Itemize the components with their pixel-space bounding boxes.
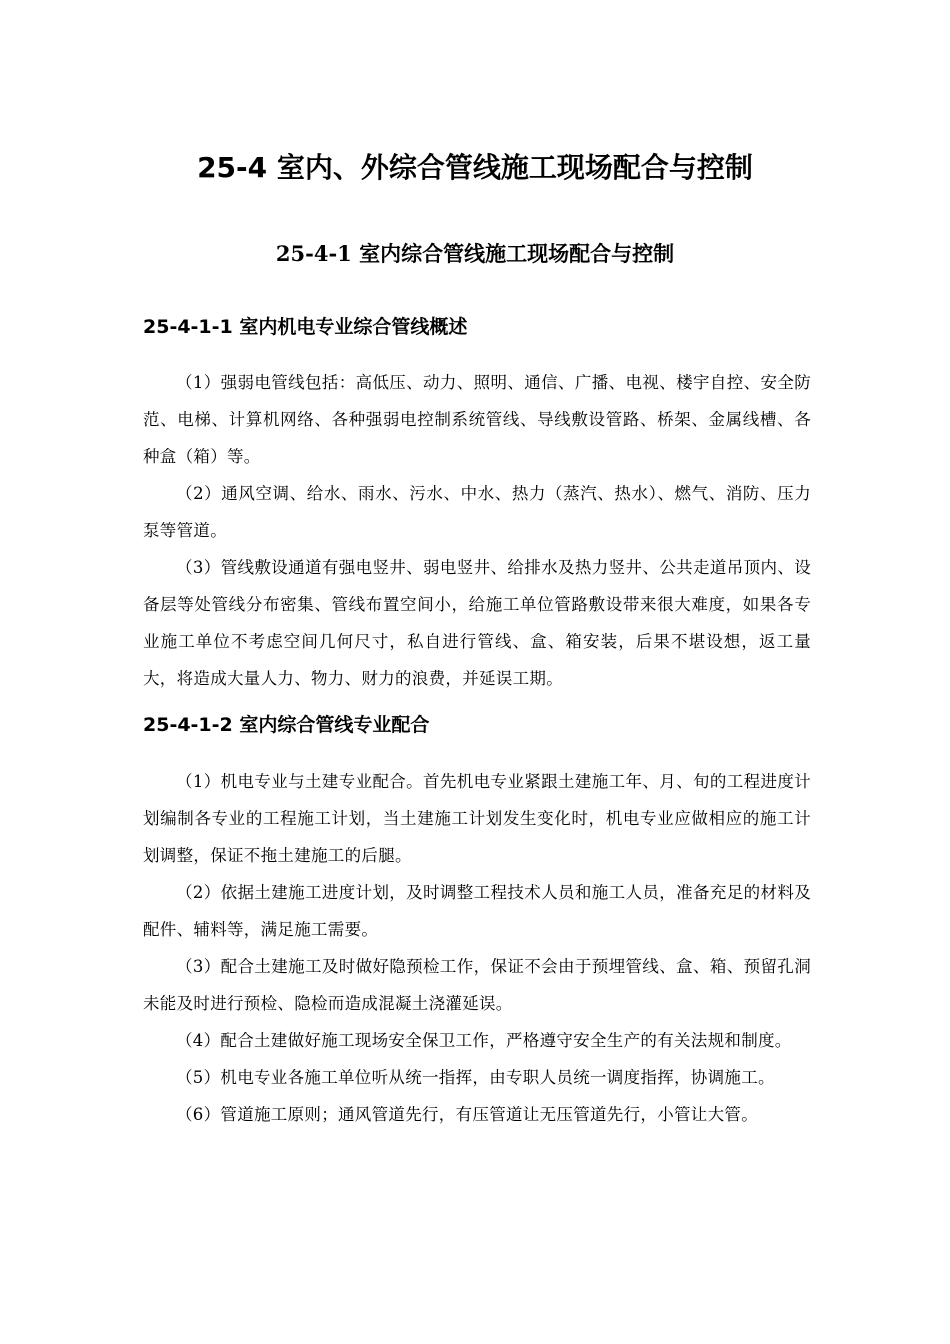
paragraph: （3）管线敷设通道有强电竖井、弱电竖井、给排水及热力竖井、公共走道吊顶内、设备层等处管线分布密集、管线布置空间小，给施工单位管路敷设带来很大难度，如果各专业施工单位不考虑空间几何尺寸，私自进行管线、盒、箱安装，后果不堪设想，返工量大，将造成大量人力、物力、财力的浪费，并延误工期。: [143, 558, 811, 688]
paragraph: （3）配合土建施工及时做好隐预检工作，保证不会由于预埋管线、盒、箱、预留孔洞未能及时进行预检、隐检而造成混凝土浇灌延误。: [143, 957, 811, 1013]
document-title: 25-4 室内、外综合管线施工现场配合与控制: [197, 151, 753, 184]
paragraph: （2）通风空调、给水、雨水、污水、中水、热力（蒸汽、热水）、燃气、消防、压力泵等管道。: [143, 484, 811, 540]
subsection-heading-overview: 25-4-1-1 室内机电专业综合管线概述: [143, 316, 468, 338]
subsection-body-overview: [143, 364, 811, 697]
subsection-heading-coordination: 25-4-1-2 室内综合管线专业配合: [143, 714, 430, 736]
subsection-body-coordination: [143, 763, 811, 1133]
section-title: 25-4-1 室内综合管线施工现场配合与控制: [275, 241, 675, 266]
paragraph: （6）管道施工原则；通风管道先行，有压管道让无压管道先行，小管让大管。: [176, 1105, 758, 1124]
paragraph: （1）强弱电管线包括：高低压、动力、照明、通信、广播、电视、楼宇自控、安全防范、电梯、计算机网络、各种强弱电控制系统管线、导线敷设管路、桥架、金属线槽、各种盒（箱）等。: [143, 373, 811, 466]
paragraph: （2）依据土建施工进度计划，及时调整工程技术人员和施工人员，准备充足的材料及配件、辅料等，满足施工需要。: [143, 883, 811, 939]
paragraph: （4）配合土建做好施工现场安全保卫工作，严格遵守安全生产的有关法规和制度。: [176, 1031, 792, 1050]
paragraph: （5）机电专业各施工单位听从统一指挥，由专职人员统一调度指挥，协调施工。: [176, 1068, 775, 1087]
paragraph: （1）机电专业与土建专业配合。首先机电专业紧跟土建施工年、月、旬的工程进度计划编制各专业的工程施工计划，当土建施工计划发生变化时，机电专业应做相应的施工计划调整，保证不拖土建施工的后腿。: [143, 772, 811, 865]
